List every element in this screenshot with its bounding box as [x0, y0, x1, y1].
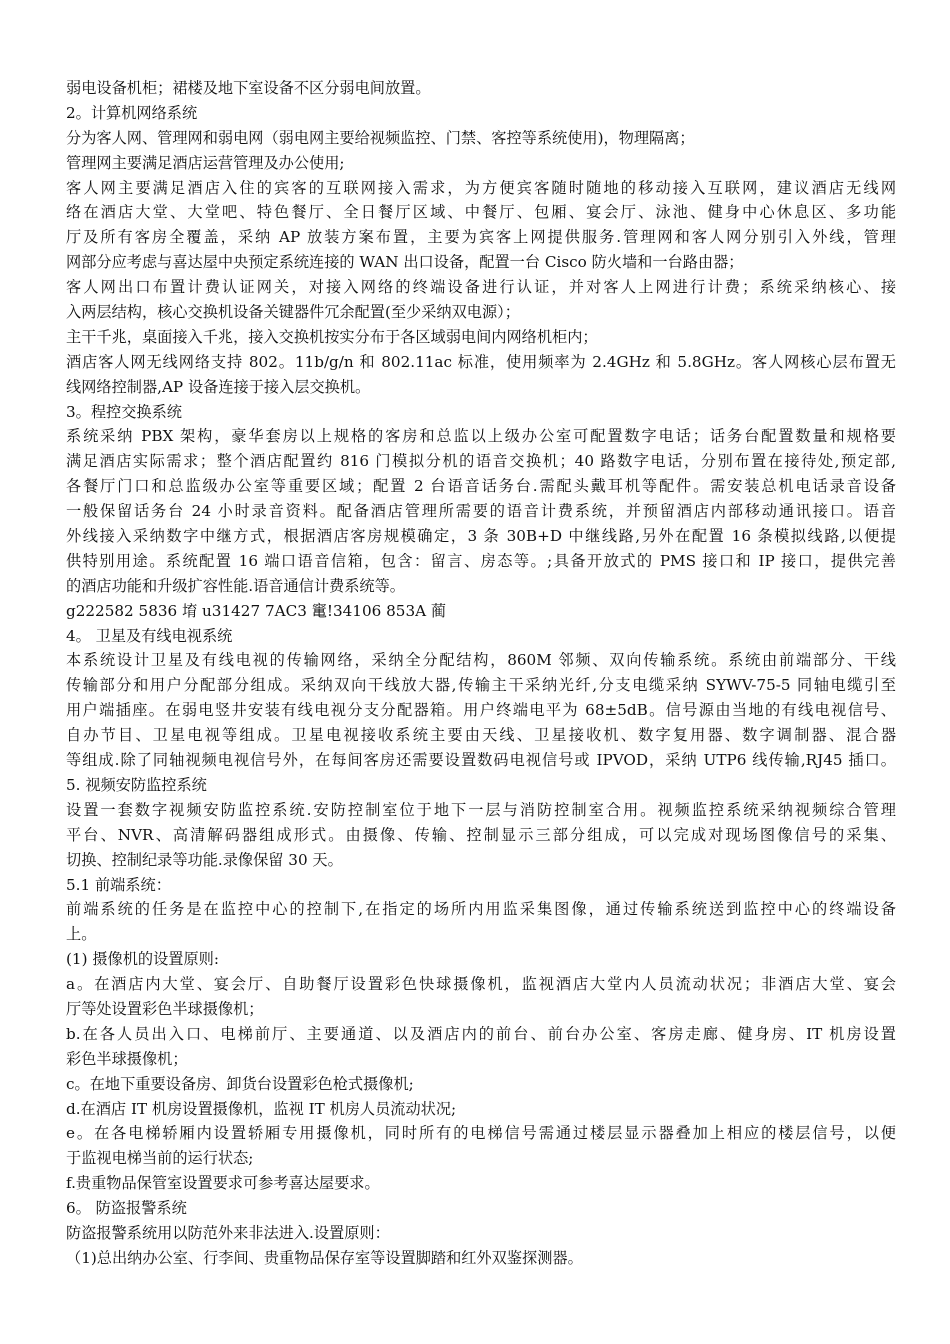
text-line: 系统采纳 PBX 架构，豪华套房以上规格的客房和总监以上级办公室可配置数字电话；话务台配置数量和规格要	[66, 427, 896, 446]
text-line: 设置一套数字视频安防监控系统.安防控制室位于地下一层与消防控制室合用。视频监控系统采纳视频综合管理	[66, 800, 896, 819]
text-line: 酒店客人网无线网络支持 802。11b/g/n 和 802.11ac 标准，使用频率为 2.4GHz 和 5.8GHz。客人网核心层布置无	[66, 352, 896, 371]
text-line: 管理网主要满足酒店运营管理及办公使用;	[66, 153, 345, 172]
text-line: 切换、控制纪录等功能.录像保留 30 天。	[66, 850, 343, 869]
text-line: 入两层结构，核心交换机设备关键器件冗余配置(至少采纳双电源）；	[66, 303, 520, 322]
text-line: c。在地下重要设备房、卸货台设置彩色枪式摄像机;	[66, 1074, 414, 1093]
text-line: 用户端插座。在弱电竖井安装有线电视分支分配器箱。用户终端电平为 68±5dB。信号源由当地的有线电视信号、	[66, 701, 896, 720]
text-line: 前端系统的任务是在监控中心的控制下,在指定的场所内用监采集图像，通过传输系统送到监控中心的终端设备	[66, 900, 896, 919]
text-line: (1) 摄像机的设置原则:	[66, 950, 219, 969]
text-line: 网部分应考虑与喜达屋中央预定系统连接的 WAN 出口设备，配置一台 Cisco 防火墙和一台路由器；	[66, 253, 744, 272]
text-line: a。在酒店内大堂、宴会厅、自助餐厅设置彩色快球摄像机，监视酒店大堂内人员流动状况；非酒店大堂、宴会	[66, 975, 896, 994]
text-line: 主干千兆，桌面接入千兆，接入交换机按实分布于各区域弱电间内网络机柜内；	[66, 327, 598, 346]
text-line: e。在各电梯轿厢内设置轿厢专用摄像机，同时所有的电梯信号需通过楼层显示器叠加上相应的楼层信号，以便	[66, 1124, 896, 1143]
text-line: 弱电设备机柜；裙楼及地下室设备不区分弱电间放置。	[66, 79, 431, 97]
text-line: 各餐厅门口和总监级办公室等重要区域；配置 2 台语音话务台.需配头戴耳机等配件。需安装总机电话录音设备	[66, 477, 896, 496]
text-line: 线网络控制器,AP 设备连接于接入层交换机。	[66, 377, 371, 396]
text-line: 客人网出口布置计费认证网关，对接入网络的终端设备进行认证，并对客人上网进行计费；系统采纳核心、接	[66, 278, 896, 297]
text-line: 厅等处设置彩色半球摄像机；	[66, 999, 264, 1018]
text-line: 传输部分和用户分配部分组成。采纳双向干线放大器,传输主干采纳光纤,分支电缆采纳 SYWV-75-5 同轴电缆引至	[66, 676, 896, 695]
text-line: 客人网主要满足酒店入住的宾客的互联网接入需求，为方便宾客随时随地的移动接入互联网，建议酒店无线网	[66, 178, 896, 197]
text-line: 等组成.除了同轴视频电视信号外，在每间客房还需要设置数码电视信号或 IPVOD，采纳 UTP6 线传输,RJ45 插口。	[66, 751, 896, 770]
text-line: 彩色半球摄像机；	[66, 1049, 188, 1068]
text-line: d.在酒店 IT 机房设置摄像机，监视 IT 机房人员流动状况;	[66, 1099, 457, 1118]
text-line: 平台、NVR、高清解码器组成形式。由摄像、传输、控制显示三部分组成，可以完成对现场图像信号的采集、	[66, 825, 896, 844]
text-line: 满足酒店实际需求；整个酒店配置约 816 门模拟分机的语音交换机；40 路数字电话，分别布置在接待处,预定部,	[66, 452, 896, 471]
text-line: 5. 视频安防监控系统	[66, 775, 207, 794]
text-line: b.在各人员出入口、电梯前厅、主要通道、以及酒店内的前台、前台办公室、客房走廊、健身房、IT 机房设置	[66, 1024, 896, 1043]
text-line: 供特别用途。系统配置 16 端口语音信箱，包含：留言、房态等。;具备开放式的 PMS 接口和 IP 接口，提供完善	[66, 551, 896, 570]
text-line: 6。 防盗报警系统	[66, 1199, 187, 1218]
text-line: 分为客人网、管理网和弱电网（弱电网主要给视频监控、门禁、客控等系统使用)，物理隔离；	[66, 128, 695, 147]
text-line: 防盗报警系统用以防范外来非法进入.设置原则：	[66, 1223, 390, 1242]
text-line: （1)总出纳办公室、行李间、贵重物品保存室等设置脚踏和红外双鉴探测器。	[66, 1248, 583, 1267]
text-line: 3。程控交换系统	[66, 402, 182, 421]
text-line: 络在酒店大堂、大堂吧、特色餐厅、全日餐厅区域、中餐厅、包厢、宴会厅、泳池、健身中心休息区、多功能	[66, 203, 896, 222]
text-line: 于监视电梯当前的运行状态;	[66, 1149, 254, 1168]
text-line: 4。 卫星及有线电视系统	[66, 626, 233, 645]
text-line: 的酒店功能和升级扩容性能.语音通信计费系统等。	[66, 576, 405, 595]
text-line: 上。	[66, 925, 97, 944]
text-line: 2。计算机网络系统	[66, 103, 198, 122]
text-line: 自办节目、卫星电视等组成。卫星电视接收系统主要由天线、卫星接收机、数字复用器、数字调制器、混合器	[66, 726, 896, 745]
text-line: 本系统设计卫星及有线电视的传输网络，采纳全分配结构，860M 邻频、双向传输系统。系统由前端部分、干线	[66, 651, 896, 670]
document-page	[66, 76, 896, 1271]
text-line: 5.1 前端系统：	[66, 875, 171, 894]
text-line: 厅及所有客房全覆盖，采纳 AP 放装方案布置，主要为宾客上网提供服务.管理网和客人网分别引入外线，管理	[66, 228, 896, 247]
text-line: 外线接入采纳数字中继方式，根据酒店客房规模确定，3 条 30B+D 中继线路,另外在配置 16 条模拟线路,以便提	[66, 527, 896, 546]
text-line: 一般保留话务台 24 小时录音资料。配备酒店管理所需要的语音计费系统，并预留酒店内部移动通讯接口。语音	[66, 502, 896, 521]
text-line: f.贵重物品保管室设置要求可参考喜达屋要求。	[66, 1174, 380, 1193]
text-line: g222582 5836 堉 u31427 7AC3 竃!34106 853A 蔺	[66, 601, 447, 620]
